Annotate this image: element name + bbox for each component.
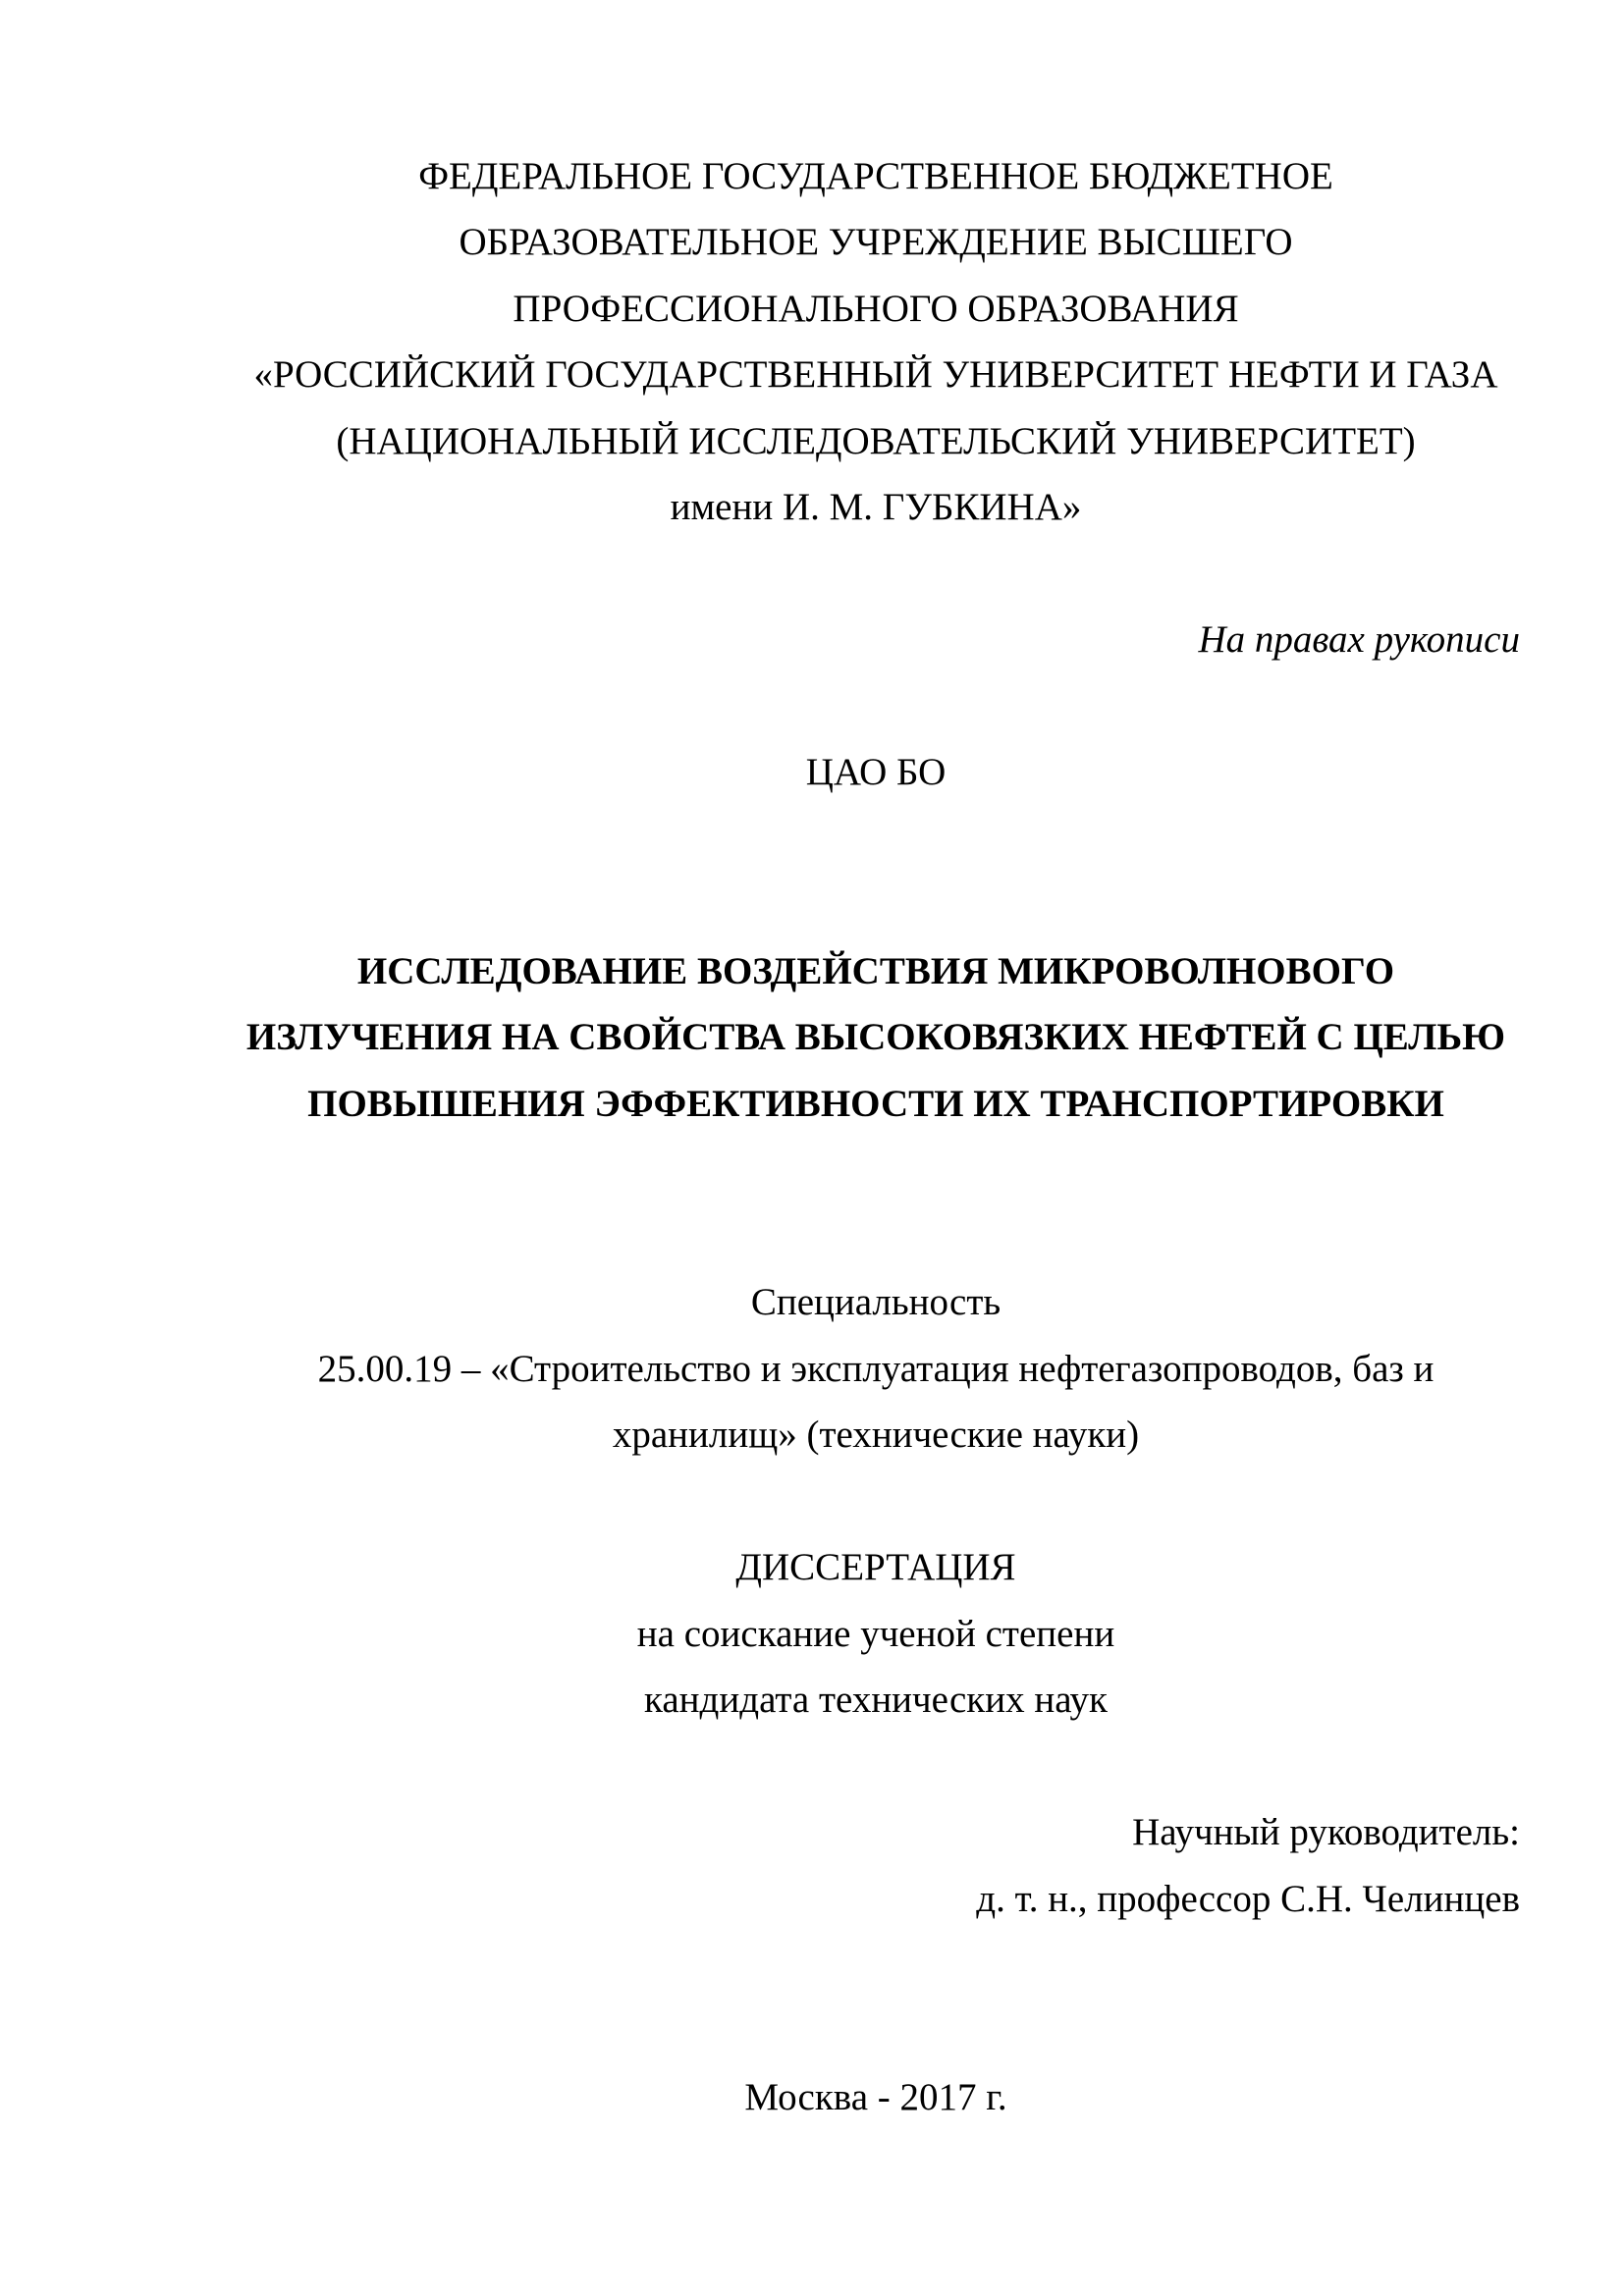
specialty-label: Специальность: [750, 1281, 1001, 1323]
institution-line: «РОССИЙСКИЙ ГОСУДАРСТВЕННЫЙ УНИВЕРСИТЕТ НЕФТИ И ГАЗА: [253, 353, 1498, 396]
institution-line: ФЕДЕРАЛЬНОЕ ГОСУДАРСТВЕННОЕ БЮДЖЕТНОЕ: [418, 155, 1333, 197]
title-line: ИЗЛУЧЕНИЯ НА СВОЙСТВА ВЫСОКОВЯЗКИХ НЕФТЕЙ С ЦЕЛЬЮ: [245, 1016, 1506, 1058]
institution-line: (НАЦИОНАЛЬНЫЙ ИССЛЕДОВАТЕЛЬСКИЙ УНИВЕРСИТЕТ): [336, 420, 1416, 462]
institution-line: ОБРАЗОВАТЕЛЬНОЕ УЧРЕЖДЕНИЕ ВЫСШЕГО: [459, 221, 1293, 263]
degree-line: кандидата технических наук: [644, 1679, 1108, 1721]
title-line: ПОВЫШЕНИЯ ЭФФЕКТИВНОСТИ ИХ ТРАНСПОРТИРОВКИ: [307, 1083, 1444, 1125]
supervisor-label: Научный руководитель:: [1132, 1811, 1520, 1853]
specialty-line: хранилищ» (технические науки): [612, 1414, 1140, 1456]
degree-line: на соискание ученой степени: [636, 1613, 1115, 1655]
supervisor-name: д. т. н., профессор С.Н. Челинцев: [976, 1878, 1520, 1920]
author-name: ЦАО БО: [805, 751, 947, 793]
institution-line: ПРОФЕССИОНАЛЬНОГО ОБРАЗОВАНИЯ: [513, 288, 1239, 330]
title-line: ИССЛЕДОВАНИЕ ВОЗДЕЙСТВИЯ МИКРОВОЛНОВОГО: [356, 950, 1395, 992]
specialty-line: 25.00.19 – «Строительство и эксплуатация нефтегазопроводов, баз и: [317, 1348, 1435, 1390]
place-year: Москва - 2017 г.: [744, 2076, 1007, 2118]
manuscript-note: На правах рукописи: [1198, 618, 1520, 661]
institution-line: имени И. М. ГУБКИНА»: [670, 486, 1082, 528]
dissertation-heading: ДИССЕРТАЦИЯ: [735, 1546, 1016, 1588]
